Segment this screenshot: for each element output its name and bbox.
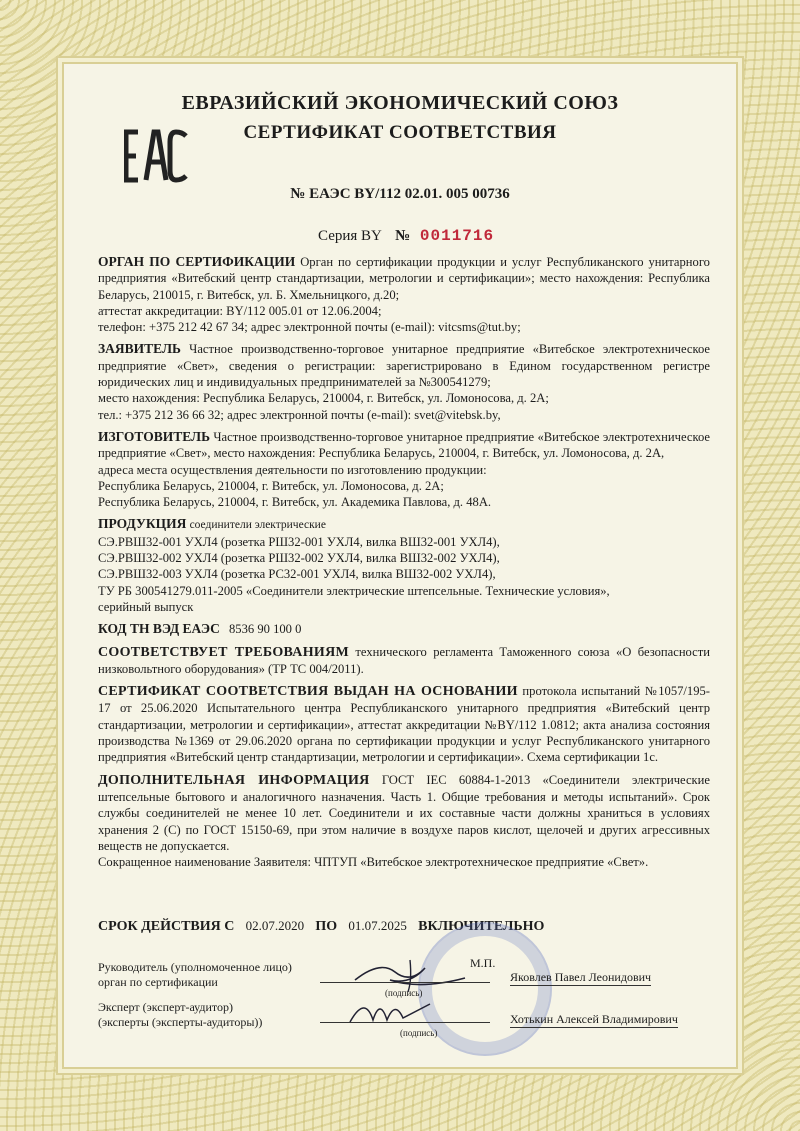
expert-role-line2: (эксперты (эксперты-аудиторы))	[98, 1015, 263, 1029]
basis-text: протокола испытаний №1057/195-17 от 25.06.2020 Испытательного центра Республиканского унитарного предприятия «Витебский центр стандартизации, метрологии и сертификации», аттестат аккредитации №BY/112 1.0812; акта анализа состояния производства №1369 от 29.06.2020 органа по сертификации продукции и услуг Республиканского унитарного предприятия «Витебский центр стандартизации, метрологии и сертификации». Схема сертификации 1с.	[98, 684, 710, 765]
expert-signature	[345, 990, 435, 1030]
head-role-line1: Руководитель (уполномоченное лицо)	[98, 960, 292, 974]
validity-from-label: СРОК ДЕЙСТВИЯ С	[98, 919, 235, 934]
validity-date-from: 02.07.2020	[245, 918, 305, 933]
manufacturer-line3: Республика Беларусь, 210004, г. Витебск, ул. Ломоносова, д. 2А;	[98, 478, 444, 493]
applicant-label: ЗАЯВИТЕЛЬ	[98, 341, 181, 357]
product-label: ПРОДУКЦИЯ	[98, 516, 187, 532]
head-role	[98, 960, 292, 990]
applicant-section	[98, 341, 710, 422]
validity-to-label: ПО	[315, 919, 338, 934]
product-item2: СЭ.РВШ32-002 УХЛ4 (розетка РШ32-002 УХЛ4, вилка ВШ32-002 УХЛ4),	[98, 551, 500, 566]
series-label: Серия BY	[318, 228, 382, 244]
certificate-number: № ЕАЭС BY/112 02.01. 005 00736	[290, 186, 510, 202]
manufacturer-line1: Частное производственно-торговое унитарное предприятие «Витебское электротехническое предприятие «Свет», место нахождения: Республика Беларусь, 210004, г. Витебск, ул. Ломоносова, д. 2А,	[98, 429, 710, 461]
additional-text1: ГОСТ IEC 60884-1-2013 «Соединители электрические штепсельные бытового и аналогичного назначения. Часть 1. Общие требования и методы испытаний». Срок службы соединителей не менее 10 лет. Соединители и их составные части должны храниться в условиях хранения 2 (С) по ГОСТ 15150-69, при этом наличие в воздухе паров кислот, щелочей и других агрессивных веществ не допускается.	[98, 772, 710, 853]
conforms-section	[98, 644, 710, 678]
organ-line1: Орган по сертификации продукции и услуг Республиканского унитарного предприятия «Витебский центр стандартизации, метрологии и сертификации»;	[98, 255, 710, 286]
organ-line3: аттестат аккредитации: BY/112 005.01 от 12.06.2004;	[98, 303, 382, 318]
head-role-line2: орган по сертификации	[98, 975, 218, 989]
series-line	[318, 227, 494, 245]
organ-line4: телефон: +375 212 42 67 34; адрес электронной почты (e-mail): vitcsms@tut.by;	[98, 320, 521, 335]
organ-line2: место нахождения: Республика Беларусь, 210015, г. Витебск, ул. Б. Хмельницкого, д.20;	[98, 271, 710, 302]
product-item3: СЭ.РВШ32-003 УХЛ4 (розетка РС32-001 УХЛ4, вилка ВШ32-002 УХЛ4),	[98, 567, 496, 582]
validity-date-to: 01.07.2025	[348, 918, 407, 933]
union-title: ЕВРАЗИЙСКИЙ ЭКОНОМИЧЕСКИЙ СОЮЗ	[181, 92, 619, 114]
expert-sign-line	[320, 1022, 490, 1023]
product-section	[98, 516, 710, 615]
additional-section	[98, 772, 710, 871]
tnved-section	[98, 621, 710, 637]
additional-label: ДОПОЛНИТЕЛЬНАЯ ИНФОРМАЦИЯ	[98, 772, 370, 788]
document-title: СЕРТИФИКАТ СООТВЕТСТВИЯ	[243, 122, 557, 143]
tnved-code: 8536 90 100 0	[229, 622, 302, 637]
manufacturer-line4: Республика Беларусь, 210004, г. Витебск, ул. Академика Павлова, д. 48А.	[98, 495, 492, 510]
applicant-line3: тел.: +375 212 36 66 32; адрес электронной почты (e-mail): svet@vitebsk.by,	[98, 407, 501, 422]
expert-sign-caption: (подпись)	[400, 1028, 438, 1038]
head-sign-caption: (подпись)	[385, 988, 423, 998]
conforms-text: технического регламента Таможенного союза «О безопасности низковольтного оборудования» (ТР ТС 004/2011).	[98, 644, 710, 676]
head-sign-line	[320, 982, 490, 983]
basis-label: СЕРТИФИКАТ СООТВЕТСТВИЯ ВЫДАН НА ОСНОВАНИИ	[98, 684, 518, 700]
manufacturer-line2: адреса места осуществления деятельности по изготовлению продукции:	[98, 462, 487, 477]
head-name: Яковлев Павел Леонидович	[510, 970, 652, 984]
expert-role-line1: Эксперт (эксперт-аудитор)	[98, 1000, 234, 1014]
applicant-line2: место нахождения: Республика Беларусь, 210004, г. Витебск, ул. Ломоносова, д. 2А;	[98, 391, 549, 406]
organ-section	[98, 254, 710, 335]
conforms-label: СООТВЕТСТВУЕТ ТРЕБОВАНИЯМ	[98, 644, 350, 660]
manufacturer-section	[98, 429, 710, 510]
manufacturer-label: ИЗГОТОВИТЕЛЬ	[98, 428, 211, 444]
tnved-label: КОД ТН ВЭД ЕАЭС	[98, 621, 220, 637]
validity-inclusive: ВКЛЮЧИТЕЛЬНО	[418, 919, 545, 934]
expert-name: Хотькин Алексей Владимирович	[510, 1012, 678, 1026]
expert-role	[98, 1000, 262, 1030]
product-batch: серийный выпуск	[98, 599, 194, 614]
basis-section	[98, 683, 710, 765]
product-item1: СЭ.РВШ32-001 УХЛ4 (розетка РШ32-001 УХЛ4, вилка ВШ32-001 УХЛ4),	[98, 534, 500, 549]
series-number: 0011716	[419, 227, 495, 245]
stamp-label: М.П.	[470, 956, 496, 970]
organ-label: ОРГАН ПО СЕРТИФИКАЦИИ	[98, 254, 296, 269]
number-sign: №	[395, 228, 411, 244]
product-spec: ТУ РБ 300541279.011-2005 «Соединители электрические штепсельные. Технические условия»,	[98, 583, 610, 598]
product-name: соединители электрические	[189, 519, 326, 532]
applicant-line1: Частное производственно-торговое унитарное предприятие «Витебское электротехническое предприятие «Свет», сведения о регистрации: зарегистрировано в Едином государственном регистре юридических лиц и индивидуальных предпринимателей за №300541279;	[98, 342, 710, 390]
certificate-body	[98, 254, 710, 876]
additional-text2: Сокращенное наименование Заявителя: ЧПТУП «Витебское электротехническое предприятие «Свет».	[98, 855, 649, 870]
